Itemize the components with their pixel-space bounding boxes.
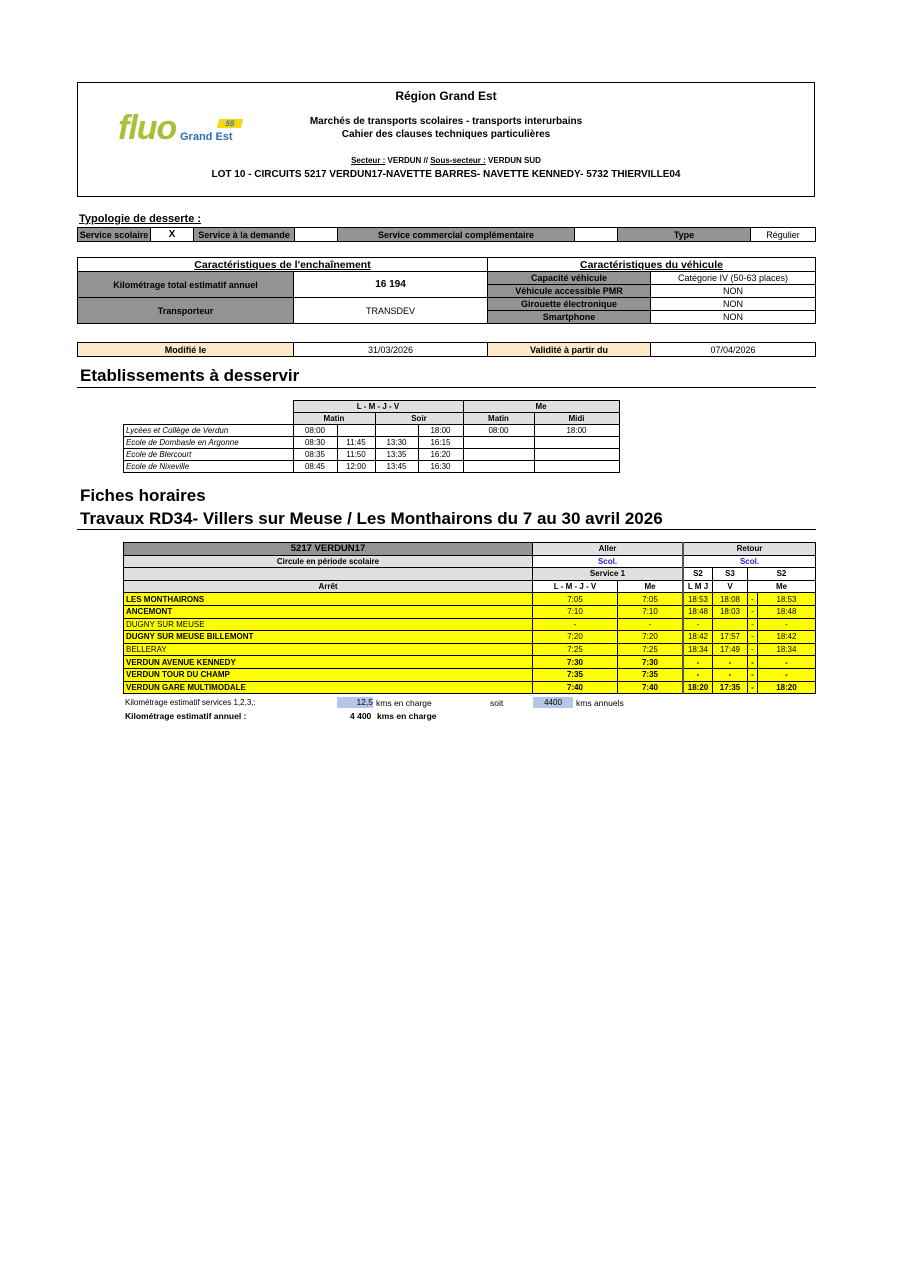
transporteur-label: Transporteur — [78, 298, 294, 324]
aller-time: 7:05 — [618, 593, 684, 606]
retour-time: - — [748, 643, 758, 656]
service-scolaire-label: Service scolaire — [78, 228, 151, 242]
etab-time: 16:20 — [418, 449, 463, 461]
retour-scol: Scol. — [683, 555, 816, 568]
etab-time: 18:00 — [534, 425, 619, 437]
retour-time: 18:48 — [683, 605, 713, 618]
logo-text: fluo — [118, 109, 177, 147]
col-matin: Matin — [293, 413, 375, 425]
retour-time: 18:20 — [683, 681, 713, 694]
etab-row — [124, 437, 620, 449]
retour-time: 18:08 — [713, 593, 748, 606]
pmr-label: Véhicule accessible PMR — [488, 285, 651, 298]
retour-time: - — [748, 605, 758, 618]
schedule-row — [124, 593, 816, 606]
aller-time: 7:35 — [618, 668, 684, 681]
type-label: Type — [618, 228, 751, 242]
aller-header: Aller — [533, 543, 684, 556]
schedule-row — [124, 668, 816, 681]
secteur-label: Secteur : — [351, 156, 386, 165]
secteur-line — [78, 156, 814, 165]
s3-header: S3 — [713, 568, 748, 581]
aller-time: 7:30 — [618, 656, 684, 669]
etab-time: 08:00 — [293, 425, 337, 437]
aller-time: - — [618, 618, 684, 631]
arret-header: Arrêt — [124, 580, 533, 593]
etab-name: Lycées et Collège de Verdun — [124, 425, 294, 437]
km-annuel-unit: kms en charge — [377, 711, 437, 721]
fiches-subtitle: Travaux RD34- Villers sur Meuse / Les Monthairons du 7 au 30 avril 2026 — [80, 509, 663, 528]
header-line2: Cahier des clauses techniques particulières — [341, 129, 551, 140]
etab-time: 12:00 — [337, 461, 375, 473]
etab-time: 11:45 — [337, 437, 375, 449]
capacite-value: Catégorie IV (50-63 places) — [651, 272, 816, 285]
etab-time — [534, 437, 619, 449]
lmjv-header: L - M - J - V — [533, 580, 618, 593]
km-annuel-value: 4 400 — [350, 711, 372, 721]
km-annuel-label: Kilométrage estimatif annuel : — [125, 711, 247, 721]
lot-title: LOT 10 - CIRCUITS 5217 VERDUN17-NAVETTE BARRES- NAVETTE KENNEDY- 5732 THIERVILLE04 — [211, 169, 681, 180]
stop-name: DUGNY SUR MEUSE — [124, 618, 533, 631]
pmr-value: NON — [651, 285, 816, 298]
caracteristiques-table — [77, 257, 816, 324]
retour-time: - — [748, 593, 758, 606]
aller-time: - — [533, 618, 618, 631]
etab-time — [463, 449, 534, 461]
etab-time — [534, 461, 619, 473]
service-commercial-value — [575, 228, 618, 242]
etab-time — [463, 437, 534, 449]
etab-time: 13:35 — [375, 449, 418, 461]
etab-time: 08:00 — [463, 425, 534, 437]
s2-me-header: S2 — [748, 568, 816, 581]
retour-time: 17:35 — [713, 681, 748, 694]
service-commercial-label: Service commercial complémentaire — [338, 228, 575, 242]
service-demande-label: Service à la demande — [194, 228, 295, 242]
vehicule-title: Caractéristiques du véhicule — [488, 258, 816, 272]
aller-time: 7:35 — [533, 668, 618, 681]
aller-time: 7:20 — [533, 631, 618, 644]
aller-time: 7:25 — [533, 643, 618, 656]
sous-secteur-label: Sous-secteur : — [430, 156, 486, 165]
retour-time: - — [683, 656, 713, 669]
etab-name: Ecole de Blercourt — [124, 449, 294, 461]
header-line1: Marchés de transports scolaires - transports interurbains — [309, 116, 583, 127]
aller-time: 7:30 — [533, 656, 618, 669]
region-title: Région Grand Est — [395, 89, 497, 103]
retour-header: Retour — [683, 543, 816, 556]
stop-name: ANCEMONT — [124, 605, 533, 618]
etab-time: 08:45 — [293, 461, 337, 473]
schedule-row — [124, 618, 816, 631]
col-me: Me — [463, 401, 619, 413]
stop-name: DUGNY SUR MEUSE BILLEMONT — [124, 631, 533, 644]
etab-time — [337, 425, 375, 437]
modifie-value: 31/03/2026 — [294, 343, 488, 357]
aller-scol: Scol. — [533, 555, 684, 568]
etab-time: 16:15 — [418, 437, 463, 449]
typologie-title: Typologie de desserte : — [79, 213, 202, 225]
aller-time: 7:25 — [618, 643, 684, 656]
etablissements-table — [123, 400, 620, 473]
smartphone-label: Smartphone — [488, 311, 651, 324]
km-services-label: Kilométrage estimatif services 1,2,3,: — [125, 698, 256, 707]
etab-time: 13:30 — [375, 437, 418, 449]
etab-time: 11:50 — [337, 449, 375, 461]
retour-time: - — [757, 618, 815, 631]
etab-row — [124, 425, 620, 437]
retour-time: - — [748, 681, 758, 694]
etablissements-title: Etablissements à desservir — [80, 366, 300, 385]
col-me-midi: Midi — [534, 413, 619, 425]
km-total-label: Kilométrage total estimatif annuel — [78, 272, 294, 298]
schedule-row — [124, 656, 816, 669]
retour-time: - — [748, 618, 758, 631]
retour-time: - — [713, 668, 748, 681]
logo-subtext: Grand Est — [180, 131, 233, 143]
logo-badge: 55 — [217, 119, 243, 128]
retour-time: - — [748, 656, 758, 669]
km-services-value: 12,5 — [337, 697, 373, 708]
type-value: Régulier — [751, 228, 816, 242]
girouette-value: NON — [651, 298, 816, 311]
etab-time: 16:30 — [418, 461, 463, 473]
lmj-header: L M J — [683, 580, 713, 593]
aller-time: 7:40 — [533, 681, 618, 694]
km-total-value: 16 194 — [294, 272, 488, 298]
retour-time: 18:53 — [683, 593, 713, 606]
girouette-label: Girouette électronique — [488, 298, 651, 311]
schedule-row — [124, 631, 816, 644]
aller-time: 7:05 — [533, 593, 618, 606]
etab-time: 13:45 — [375, 461, 418, 473]
aller-time: 7:10 — [533, 605, 618, 618]
stop-name: VERDUN GARE MULTIMODALE — [124, 681, 533, 694]
fiches-title: Fiches horaires — [80, 486, 206, 505]
divider — [77, 529, 816, 530]
transporteur-value: TRANSDEV — [294, 298, 488, 324]
etab-time — [463, 461, 534, 473]
secteur-value: VERDUN // — [385, 156, 431, 165]
divider — [77, 387, 816, 388]
sous-secteur-value: VERDUN SUD — [485, 156, 541, 165]
capacite-label: Capacité véhicule — [488, 272, 651, 285]
etab-row — [124, 449, 620, 461]
me-retour-header: Me — [748, 580, 816, 593]
v-header: V — [713, 580, 748, 593]
retour-time: - — [713, 656, 748, 669]
schedule-row — [124, 605, 816, 618]
col-me-matin: Matin — [463, 413, 534, 425]
service-demande-value — [295, 228, 338, 242]
smartphone-value: NON — [651, 311, 816, 324]
validite-label: Validité à partir du — [488, 343, 651, 357]
validite-value: 07/04/2026 — [651, 343, 816, 357]
retour-time — [713, 618, 748, 631]
retour-time: 18:34 — [683, 643, 713, 656]
km-annuels-value: 4400 — [533, 697, 573, 708]
schedule-row — [124, 643, 816, 656]
circuit-name: 5217 VERDUN17 — [124, 543, 533, 556]
s2-header: S2 — [683, 568, 713, 581]
enchainement-title: Caractéristiques de l'enchaînement — [78, 258, 488, 272]
retour-time: - — [683, 668, 713, 681]
service1-header: Service 1 — [533, 568, 684, 581]
retour-time: 18:34 — [757, 643, 815, 656]
km-annuels-unit: kms annuels — [576, 698, 624, 708]
retour-time: - — [757, 656, 815, 669]
etab-time: 08:30 — [293, 437, 337, 449]
etab-time — [375, 425, 418, 437]
retour-time: 17:49 — [713, 643, 748, 656]
stop-name: LES MONTHAIRONS — [124, 593, 533, 606]
retour-time: 18:03 — [713, 605, 748, 618]
etab-row — [124, 461, 620, 473]
aller-time: 7:10 — [618, 605, 684, 618]
aller-time: 7:20 — [618, 631, 684, 644]
soit-label: soit — [490, 698, 504, 708]
etab-time: 08:35 — [293, 449, 337, 461]
service-scolaire-value: X — [151, 228, 194, 242]
schedule-row — [124, 681, 816, 694]
schedule-table — [123, 542, 816, 694]
etab-name: Ecole de Dombasle en Argonne — [124, 437, 294, 449]
col-lmjv: L - M - J - V — [293, 401, 463, 413]
aller-time: 7:40 — [618, 681, 684, 694]
modification-table — [77, 342, 816, 357]
stop-name: VERDUN AVENUE KENNEDY — [124, 656, 533, 669]
retour-time: - — [748, 668, 758, 681]
me-header: Me — [618, 580, 684, 593]
retour-time: - — [683, 618, 713, 631]
km-services-unit: kms en charge — [376, 698, 432, 708]
stop-name: VERDUN TOUR DU CHAMP — [124, 668, 533, 681]
modifie-label: Modifié le — [78, 343, 294, 357]
retour-time: 18:42 — [683, 631, 713, 644]
header-box — [77, 82, 815, 197]
typologie-table — [77, 227, 816, 242]
retour-time: 18:53 — [757, 593, 815, 606]
col-soir: Soir — [375, 413, 463, 425]
etab-time: 18:00 — [418, 425, 463, 437]
circule-label: Circule en période scolaire — [124, 555, 533, 568]
retour-time: 18:42 — [757, 631, 815, 644]
stop-name: BELLERAY — [124, 643, 533, 656]
retour-time: 18:20 — [757, 681, 815, 694]
retour-time: - — [757, 668, 815, 681]
retour-time: - — [748, 631, 758, 644]
etab-time — [534, 449, 619, 461]
retour-time: 18:48 — [757, 605, 815, 618]
etab-name: Ecole de Nixeville — [124, 461, 294, 473]
retour-time: 17:57 — [713, 631, 748, 644]
